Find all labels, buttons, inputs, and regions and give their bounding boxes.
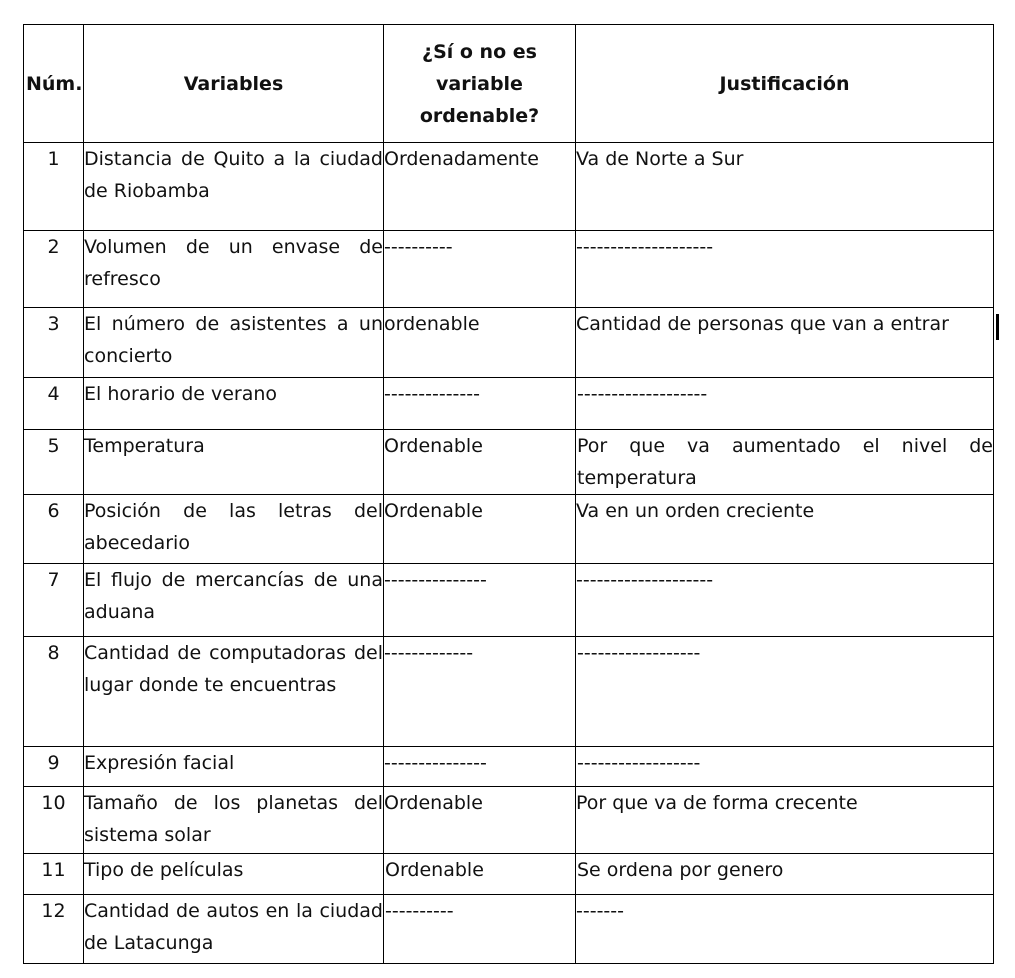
row-ordenable: Ordenable (384, 854, 576, 895)
table-row (24, 308, 994, 378)
row-num: 8 (24, 637, 84, 747)
table-row (24, 747, 994, 787)
row-justificacion: Se ordena por genero (576, 854, 994, 895)
row-justificacion: ------- (576, 895, 994, 964)
header-ordenable: ¿Sí o no es variable ordenable? (384, 25, 576, 143)
row-num: 3 (24, 308, 84, 378)
table-row (24, 895, 994, 964)
table-row (24, 564, 994, 637)
row-variable: El número de asistentes a un concierto (84, 308, 384, 378)
row-ordenable: ------------- (384, 637, 576, 747)
row-justificacion: Por que va aumentado el nivel de temperatura (576, 430, 994, 495)
row-ordenable: ---------- (384, 231, 576, 308)
row-ordenable: --------------- (384, 564, 576, 637)
table-row (24, 231, 994, 308)
text-cursor (996, 314, 999, 340)
row-ordenable: -------------- (384, 378, 576, 430)
row-justificacion: Va en un orden creciente (576, 495, 994, 564)
row-variable: Posición de las letras del abecedario (84, 495, 384, 564)
row-variable: Volumen de un envase de refresco (84, 231, 384, 308)
row-ordenable: ordenable (384, 308, 576, 378)
row-justificacion: Va de Norte a Sur (576, 143, 994, 231)
header-row (24, 25, 994, 143)
row-num: 2 (24, 231, 84, 308)
table-row (24, 637, 994, 747)
row-justificacion: -------------------- (576, 231, 994, 308)
row-variable: Tamaño de los planetas del sistema solar (84, 787, 384, 854)
row-variable: Tipo de películas (84, 854, 384, 895)
table-row (24, 854, 994, 895)
row-num: 7 (24, 564, 84, 637)
row-variable: Distancia de Quito a la ciudad de Riobamba (84, 143, 384, 231)
table-row (24, 787, 994, 854)
row-ordenable: Ordenable (384, 495, 576, 564)
row-variable: Temperatura (84, 430, 384, 495)
row-ordenable: --------------- (384, 747, 576, 787)
row-ordenable: Ordenadamente (384, 143, 576, 231)
header-justificacion: Justificación (576, 25, 994, 143)
header-num: Núm. (24, 25, 84, 143)
row-num: 5 (24, 430, 84, 495)
row-justificacion: ------------------- (576, 378, 994, 430)
row-num: 12 (24, 895, 84, 964)
row-justificacion: -------------------- (576, 564, 994, 637)
row-num: 10 (24, 787, 84, 854)
row-justificacion: Cantidad de personas que van a entrar (576, 308, 994, 378)
row-variable: El horario de verano (84, 378, 384, 430)
row-variable: Cantidad de autos en la ciudad de Latacunga (84, 895, 384, 964)
table-row (24, 495, 994, 564)
row-num: 9 (24, 747, 84, 787)
row-ordenable: Ordenable (384, 787, 576, 854)
table-row (24, 430, 994, 495)
row-justificacion: Por que va de forma crecente (576, 787, 994, 854)
row-num: 1 (24, 143, 84, 231)
row-num: 4 (24, 378, 84, 430)
table-row (24, 143, 994, 231)
row-justificacion: ------------------ (576, 637, 994, 747)
row-num: 11 (24, 854, 84, 895)
row-variable: Expresión facial (84, 747, 384, 787)
row-variable: El flujo de mercancías de una aduana (84, 564, 384, 637)
row-ordenable: ---------- (384, 895, 576, 964)
row-variable: Cantidad de computadoras del lugar donde te encuentras (84, 637, 384, 747)
table-row (24, 378, 994, 430)
row-ordenable: Ordenable (384, 430, 576, 495)
header-variables: Variables (84, 25, 384, 143)
row-justificacion: ------------------ (576, 747, 994, 787)
variables-table (23, 24, 994, 964)
row-num: 6 (24, 495, 84, 564)
